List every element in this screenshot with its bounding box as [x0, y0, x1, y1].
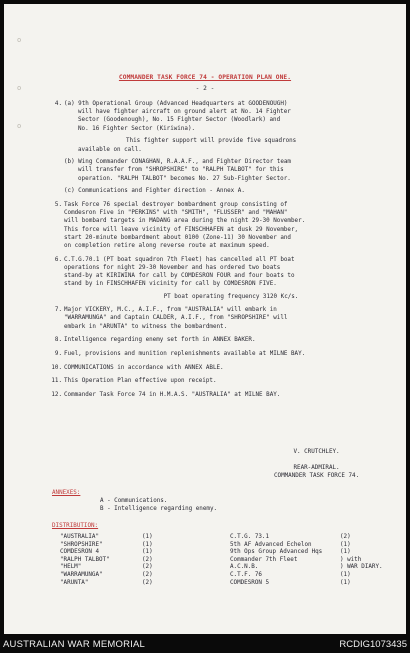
- archive-source: AUSTRALIAN WAR MEMORIAL: [3, 639, 146, 650]
- distribution-entry: [60, 534, 162, 542]
- paragraph-12: [52, 391, 398, 399]
- document-body: [52, 100, 398, 405]
- recipient-name: 5th AF Advanced Echelon: [230, 541, 312, 548]
- recipient-name: "ARUNTA": [60, 579, 89, 586]
- signature-title: COMMANDER TASK FORCE 74.: [274, 473, 360, 480]
- copy-count: (1): [340, 549, 351, 556]
- paragraph-number: 8.: [54, 337, 62, 344]
- punch-hole-mark: o: [17, 84, 22, 92]
- text-line: will transfer from "SHROPSHIRE" to "RALPH TALBOT" for this: [78, 167, 284, 174]
- text-line: will bombard targets in MADANG area during the night 29-30 November.: [64, 218, 306, 225]
- text-line: start 20-minute bombardment about 0100 (Zone-11) 30 November and: [64, 234, 291, 241]
- recipient-name: "HELM": [60, 564, 82, 571]
- text-line: C.T.G.70.1 (PT boat squadron 7th Fleet) has cancelled all PT boat: [64, 256, 295, 263]
- recipient-name: "AUSTRALIA": [60, 534, 100, 540]
- distribution-entry: [60, 542, 162, 550]
- text-line: This Operation Plan effective upon receipt.: [64, 378, 217, 385]
- punch-hole-mark: o: [17, 36, 22, 44]
- recipient-name: "RALPH TALBOT": [60, 556, 110, 563]
- para4-note: [64, 137, 398, 153]
- text-line: Task Force 76 special destroyer bombardment group consisting of: [64, 202, 288, 209]
- recipient-name: C.T.G. 73.1: [230, 534, 270, 540]
- paragraph-9: [52, 350, 398, 358]
- text-line: embark in "ARUNTA" to witness the bombardment.: [64, 323, 228, 330]
- para4-item-a: [64, 100, 398, 133]
- distribution-entry: [60, 557, 162, 565]
- copy-count: ) WAR DIARY.: [340, 564, 383, 571]
- copy-count: (1): [142, 549, 153, 556]
- text-line: Sector (Goodenough), No. 15 Fighter Sector (Woodlark) and: [78, 117, 281, 124]
- recipient-name: "SHROPSHIRE": [60, 541, 103, 548]
- copy-count: (1): [142, 534, 153, 540]
- distribution-list-right: [230, 534, 383, 587]
- copy-count: ) with: [340, 556, 362, 563]
- distribution-heading: DISTRIBUTION:: [52, 523, 99, 529]
- copy-count: (2): [142, 579, 153, 586]
- copy-count: (1): [340, 541, 351, 548]
- paragraph-6: [52, 256, 398, 301]
- archive-reference: RCDIG1073435: [339, 639, 407, 650]
- copy-count: (2): [340, 534, 351, 540]
- text-line: "WARRAMUNGA" and Captain CALDER, A.I.F., from "SHROPSHIRE" will: [64, 315, 288, 322]
- distribution-entry: [230, 557, 383, 565]
- text-line: stand by in FINSCHHAFEN vicinity for call by COMDESRON FIVE.: [64, 281, 277, 288]
- punch-hole-mark: o: [17, 122, 22, 130]
- paragraph-10: [52, 364, 398, 372]
- paragraph-number: 4.: [54, 101, 62, 107]
- paragraph-number: 11.: [51, 378, 62, 385]
- para6-note: PT boat operating frequency 3120 Kc/s.: [163, 293, 299, 300]
- annexes-heading: ANNEXES:: [52, 490, 81, 496]
- text-line: (a) 9th Operational Group (Advanced Headquarters at GOODENOUGH): [64, 101, 288, 107]
- recipient-name: C.T.F. 76: [230, 571, 262, 578]
- distribution-entry: [230, 542, 383, 550]
- text-line: Major VICKERY, M.C., A.I.F., from "AUSTRALIA" will embark in: [64, 307, 277, 314]
- text-line: operations for night 29-30 November and has ordered two boats: [64, 264, 281, 271]
- paragraph-11: [52, 377, 398, 385]
- copy-count: (2): [142, 571, 153, 578]
- text-line: available on call.: [78, 146, 142, 153]
- document-header: COMMANDER TASK FORCE 74 - OPERATION PLAN ONE.: [118, 74, 292, 81]
- text-line: Comdesron Five in "PERKINS" with "SMITH", "FLUSSER" and "MAHAN": [64, 210, 288, 217]
- distribution-list-left: [60, 534, 162, 587]
- recipient-name: A.C.N.B.: [230, 564, 259, 571]
- archive-footer: [0, 636, 410, 653]
- text-line: stand-by at KIRIWINA for call by COMDESRON FOUR and four boats to: [64, 273, 295, 280]
- recipient-name: COMDESRON 5: [230, 579, 270, 586]
- para4-item-c: (c) Communications and Fighter direction - Annex A.: [64, 188, 245, 195]
- copy-count: (2): [142, 556, 153, 563]
- paragraph-number: 10.: [51, 364, 62, 371]
- page-number: - 2 -: [195, 85, 215, 92]
- copy-count: (2): [142, 564, 153, 571]
- text-line: operation. "RALPH TALBOT" becomes No. 27 Sub-Fighter Sector.: [78, 175, 291, 182]
- text-line: Fuel, provisions and munition replenishments available at MILNE BAY.: [64, 351, 306, 358]
- paragraph-number: 7.: [54, 307, 62, 314]
- distribution-entry: [230, 580, 383, 588]
- text-line: on completion retire along reverse route at maximum speed.: [64, 243, 270, 250]
- annex-item: B - Intelligence regarding enemy.: [100, 506, 218, 512]
- distribution-entry: [60, 549, 162, 557]
- annexes-list: [100, 497, 217, 513]
- signature-block: [274, 448, 359, 481]
- distribution-entry: [230, 572, 383, 580]
- paragraph-number: 12.: [51, 392, 62, 399]
- paragraph-8: [52, 336, 398, 344]
- distribution-entry: [60, 580, 162, 588]
- text-line: (b) Wing Commander CONAGHAN, R.A.A.F., and Fighter Director team: [64, 159, 291, 166]
- text-line: No. 16 Fighter Sector (Kiriwina).: [78, 125, 196, 132]
- paragraph-7: [52, 306, 398, 331]
- distribution-entry: [230, 549, 383, 557]
- text-line: Intelligence regarding enemy set forth in ANNEX BAKER.: [64, 337, 256, 344]
- text-line: This fighter support will provide five squadrons: [126, 138, 297, 145]
- text-line: This force will leave vicinity of FINSCHHAFEN at dusk 29 November,: [64, 226, 299, 233]
- distribution-entry: [230, 564, 383, 572]
- paragraph-number: 9.: [54, 351, 62, 358]
- signature-name: V. CRUTCHLEY.: [293, 449, 340, 455]
- copy-count: (1): [142, 541, 153, 548]
- text-line: Commander Task Force 74 in H.M.A.S. "AUSTRALIA" at MILNE BAY.: [64, 392, 281, 399]
- copy-count: (1): [340, 579, 351, 586]
- text-line: will have fighter aircraft on ground alert at No. 14 Fighter: [78, 109, 291, 116]
- paragraph-number: 5.: [54, 202, 62, 209]
- annex-item: A - Communications.: [100, 498, 168, 504]
- paragraph-5: [52, 201, 398, 250]
- recipient-name: COMDESRON 4: [60, 549, 100, 556]
- para4-item-b: [64, 158, 398, 183]
- paragraph-number: 6.: [54, 256, 62, 263]
- recipient-name: "WARRAMUNGA": [60, 571, 103, 578]
- paragraph-4: [52, 100, 398, 196]
- text-line: COMMUNICATIONS in accordance with ANNEX ABLE.: [64, 364, 224, 371]
- document-page: [4, 4, 406, 634]
- signature-rank: REAR-ADMIRAL.: [293, 465, 340, 472]
- copy-count: (1): [340, 571, 351, 578]
- distribution-entry: [60, 564, 162, 572]
- recipient-name: 9th Ops Group Advanced Hqs: [230, 549, 323, 556]
- recipient-name: Commander 7th Fleet: [230, 556, 298, 563]
- distribution-entry: [60, 572, 162, 580]
- distribution-entry: [230, 534, 383, 542]
